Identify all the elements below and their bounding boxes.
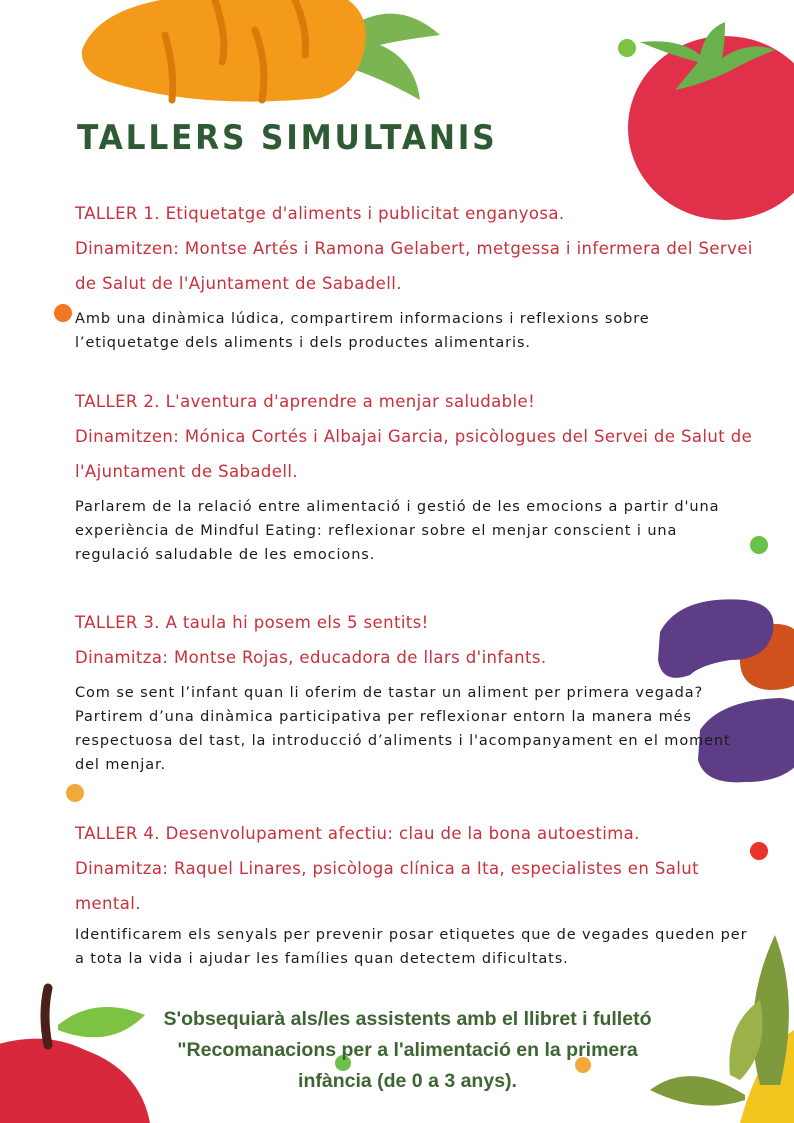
workshop-4: [75, 816, 755, 971]
dot: [66, 784, 84, 802]
workshop-2: [75, 384, 755, 567]
workshop-3: [75, 605, 755, 777]
workshop-title: TALLER 1. Etiquetatge d'aliments i publicitat enganyosa.: [75, 204, 565, 223]
workshop-1: [75, 196, 755, 355]
page-title: TALLERS SIMULTANIS: [77, 118, 498, 158]
workshop-description: Parlarem de la relació entre alimentació i gestió de les emocions a partir d'una experiència de Mindful Eating: reflexionar sobre el menjar conscient i una regulació saludable de les emocions.: [75, 499, 720, 563]
workshop-facilitators: Dinamitza: Raquel Linares, psicòloga clínica a Ita, especialistes en Salut mental.: [75, 859, 699, 913]
workshop-title: TALLER 3. A taula hi posem els 5 sentits!: [75, 613, 429, 632]
workshop-title: TALLER 4. Desenvolupament afectiu: clau de la bona autoestima.: [75, 824, 640, 843]
workshop-title: TALLER 2. L'aventura d'aprendre a menjar saludable!: [75, 392, 536, 411]
workshop-description: Com se sent l’infant quan li oferim de tastar un aliment per primera vegada? Partirem d’una dinàmica participativa per reflexionar entorn la manera més respectuosa del tast, la introducció d’aliments i l'acompanyament en el moment del menjar.: [75, 685, 731, 773]
tomato-icon: [628, 22, 794, 220]
closing-note: S'obsequiarà als/les assistents amb el llibret i fulletó "Recomanacions per a l'alimentació en la primera infància (de 0 a 3 anys).: [163, 1008, 652, 1092]
dot: [54, 304, 72, 322]
workshop-facilitators: Dinamitza: Montse Rojas, educadora de llars d'infants.: [75, 648, 547, 667]
apple-icon: [0, 988, 150, 1123]
workshop-description: Amb una dinàmica lúdica, compartirem informacions i reflexions sobre l’etiquetatge dels aliments i dels productes alimentaris.: [75, 311, 650, 351]
dot: [618, 39, 636, 57]
workshop-facilitators: Dinamitzen: Mónica Cortés i Albajai Garcia, psicòlogues del Servei de Salut de l'Ajuntament de Sabadell.: [75, 427, 753, 481]
workshop-description: Identificarem els senyals per prevenir posar etiquetes que de vegades queden per a tota la vida i ajudar les famílies quan detectem dificultats.: [75, 927, 748, 967]
workshop-facilitators: Dinamitzen: Montse Artés i Ramona Gelabert, metgessa i infermera del Servei de Salut de l'Ajuntament de Sabadell.: [75, 239, 753, 293]
carrot-icon: [82, 0, 440, 102]
